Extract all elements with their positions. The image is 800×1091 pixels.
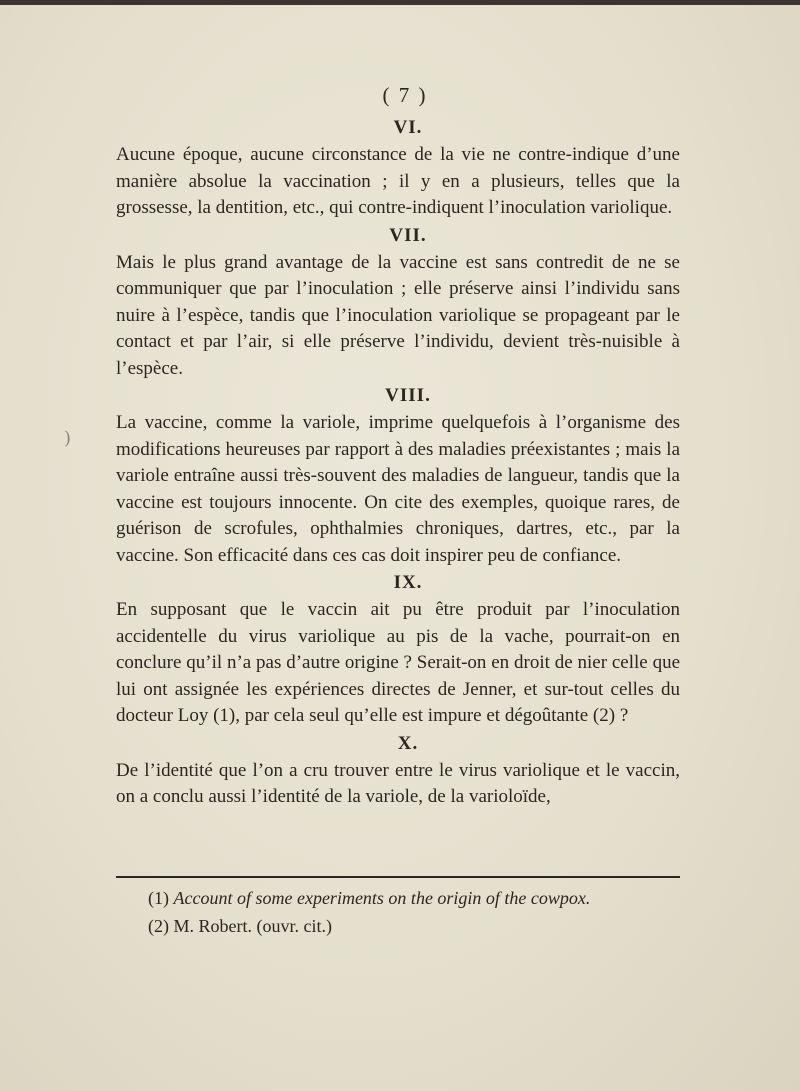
margin-mark: ) <box>64 428 72 449</box>
section-text-viii: La vaccine, comme la variole, imprime quelquefois à l’organisme des modifications heureuses par rapport à des maladies préexistantes ; mais la variole entraîne aussi très-souvent des maladies de langueur, tandis que la vaccine est toujours innocente. On cite des exemples, quoique rares, de guérison de scrofules, ophthalmies chroniques, dartres, etc., par la vaccine. Son efficacité dans ces cas doit inspirer peu de confiance. <box>116 412 680 566</box>
footnote-text: M. Robert. (ouvr. cit.) <box>173 916 332 936</box>
footnote-1 <box>148 884 678 912</box>
page-number: ( 7 ) <box>382 83 428 107</box>
footnote-marker: (2) <box>148 916 169 936</box>
section-text-vi: Aucune époque, aucune circonstance de la vie ne contre-indique d’une manière absolue la vaccination ; il y en a plusieurs, telles que la grossesse, la dentition, etc., qui contre-indiquent l’inoculation variolique. <box>116 144 680 218</box>
footnote-marker: (1) <box>148 888 169 908</box>
section-text-x: De l’identité que l’on a cru trouver entre le virus variolique et le vaccin, on a conclu aussi l’identité de la variole, de la varioloïde, <box>116 759 680 807</box>
footnotes <box>148 884 678 940</box>
footnote-2 <box>148 912 678 940</box>
section-heading-vi: VI. <box>393 117 423 138</box>
footnote-divider <box>116 876 680 878</box>
footnote-text: Account of some experiments on the origin of the cowpox. <box>173 888 591 908</box>
section-heading-vii: VII. <box>389 224 427 246</box>
section-heading-ix: IX. <box>393 572 423 593</box>
section-text-vii: Mais le plus grand avantage de la vaccine est sans contredit de ne se communiquer que par l’inoculation ; elle préserve ainsi l’individu sans nuire à l’espèce, tandis que l’inoculation variolique se propageant par le contact et par l’air, si elle préserve l’individu, devient très-nuisible à l’espèce. <box>116 251 680 379</box>
main-text <box>116 82 680 811</box>
section-heading-viii: VIII. <box>385 385 431 406</box>
section-heading-x: X. <box>397 732 419 754</box>
section-text-ix: En supposant que le vaccin ait pu être produit par l’inoculation accidentelle du virus variolique au pis de la vache, pourrait-on en conclure qu’il n’a pas d’autre origine ? Serait-on en droit de nier celle que lui ont assignée les expériences directes de Jenner, et sur-tout celles du docteur Loy (1), par cela seul qu’elle est impure et dégoûtante (2) ? <box>116 599 680 726</box>
